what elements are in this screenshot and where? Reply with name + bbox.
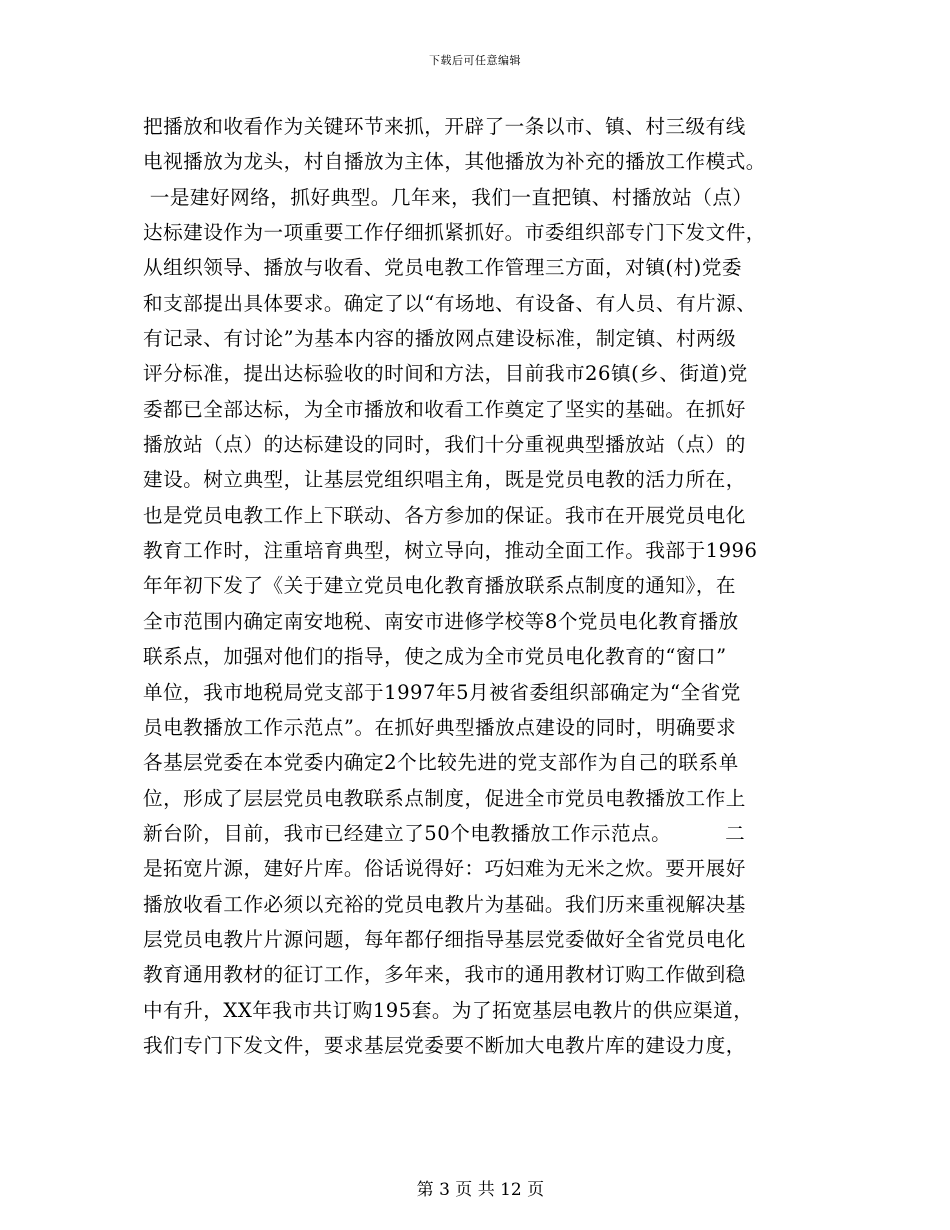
- text-line: 全市范围内确定南安地税、南安市进修学校等8个党员电化教育播放: [143, 609, 739, 633]
- text-line: 员电教播放工作示范点”。在抓好典型播放点建设的同时，明确要求: [143, 715, 737, 739]
- text-line: 委都已全部达标，为全市播放和收看工作奠定了坚实的基础。在抓好: [143, 397, 746, 421]
- page-footer: [0, 1157, 950, 1201]
- text-line: 位，形成了层层党员电教联系点制度，促进全市党员电教播放工作上: [143, 786, 746, 810]
- text-line: 单位，我市地税局党支部于1997年5月被省委组织部确定为“全省党: [143, 680, 741, 704]
- text-line: 建设。树立典型，让基层党组织唱主角，既是党员电教的活力所在，: [143, 468, 746, 492]
- text-line: 也是党员电教工作上下联动、各方参加的保证。我市在开展党员电化: [143, 503, 746, 527]
- page-number: 第 3 页 共 12 页: [416, 1180, 545, 1200]
- text-line: 年年初下发了《关于建立党员电化教育播放联系点制度的通知》，在: [143, 574, 737, 598]
- text-line: 电视播放为龙头，村自播放为主体，其他播放为补充的播放工作模式。: [143, 150, 766, 174]
- text-line: 达标建设作为一项重要工作仔细抓紧抓好。市委组织部专门下发文件，: [143, 221, 766, 245]
- text-line: 把播放和收看作为关键环节来抓，开辟了一条以市、镇、村三级有线: [143, 115, 746, 138]
- text-line: 各基层党委在本党委内确定2个比较先进的党支部作为自己的联系单: [143, 751, 739, 775]
- text-line: 评分标准，提出达标验收的时间和方法，目前我市26镇(乡、街道)党: [143, 362, 748, 386]
- body-text: [143, 109, 813, 1063]
- page-header: [0, 53, 950, 69]
- text-line: 我们专门下发文件，要求基层党委要不断加大电教片库的建设力度，: [143, 1033, 746, 1057]
- text-line: 一是建好网络，抓好典型。几年来，我们一直把镇、村播放站（点）: [143, 185, 753, 209]
- text-line: 从组织领导、播放与收看、党员电教工作管理三方面，对镇(村)党委: [143, 256, 743, 280]
- text-line: 是拓宽片源，建好片库。俗话说得好：巧妇难为无米之炊。要开展好: [143, 857, 746, 881]
- text-line: 联系点，加强对他们的指导，使之成为全市党员电化教育的“窗口”: [143, 645, 727, 669]
- text-line: 教育通用教材的征订工作，多年来，我市的通用教材订购工作做到稳: [143, 963, 746, 987]
- text-line: 层党员电教片片源问题，每年都仔细指导基层党委做好全省党员电化: [143, 927, 746, 951]
- text-line: 有记录、有讨论”为基本内容的播放网点建设标准，制定镇、村两级: [143, 327, 737, 351]
- text-line: 中有升，XX年我市共订购195套。为了拓宽基层电教片的供应渠道，: [143, 998, 754, 1022]
- header-note: 下载后可任意编辑: [429, 54, 521, 67]
- text-line: 新台阶，目前，我市已经建立了50个电教播放工作示范点。 二: [143, 821, 746, 845]
- text-line: 播放站（点）的达标建设的同时，我们十分重视典型播放站（点）的: [143, 433, 746, 457]
- text-line: 和支部提出具体要求。确定了以“有场地、有设备、有人员、有片源、: [143, 291, 757, 315]
- text-line: 教育工作时，注重培育典型，树立导向，推动全面工作。我部于1996: [143, 539, 758, 563]
- text-line: 播放收看工作必须以充裕的党员电教片为基础。我们历来重视解决基: [143, 892, 746, 916]
